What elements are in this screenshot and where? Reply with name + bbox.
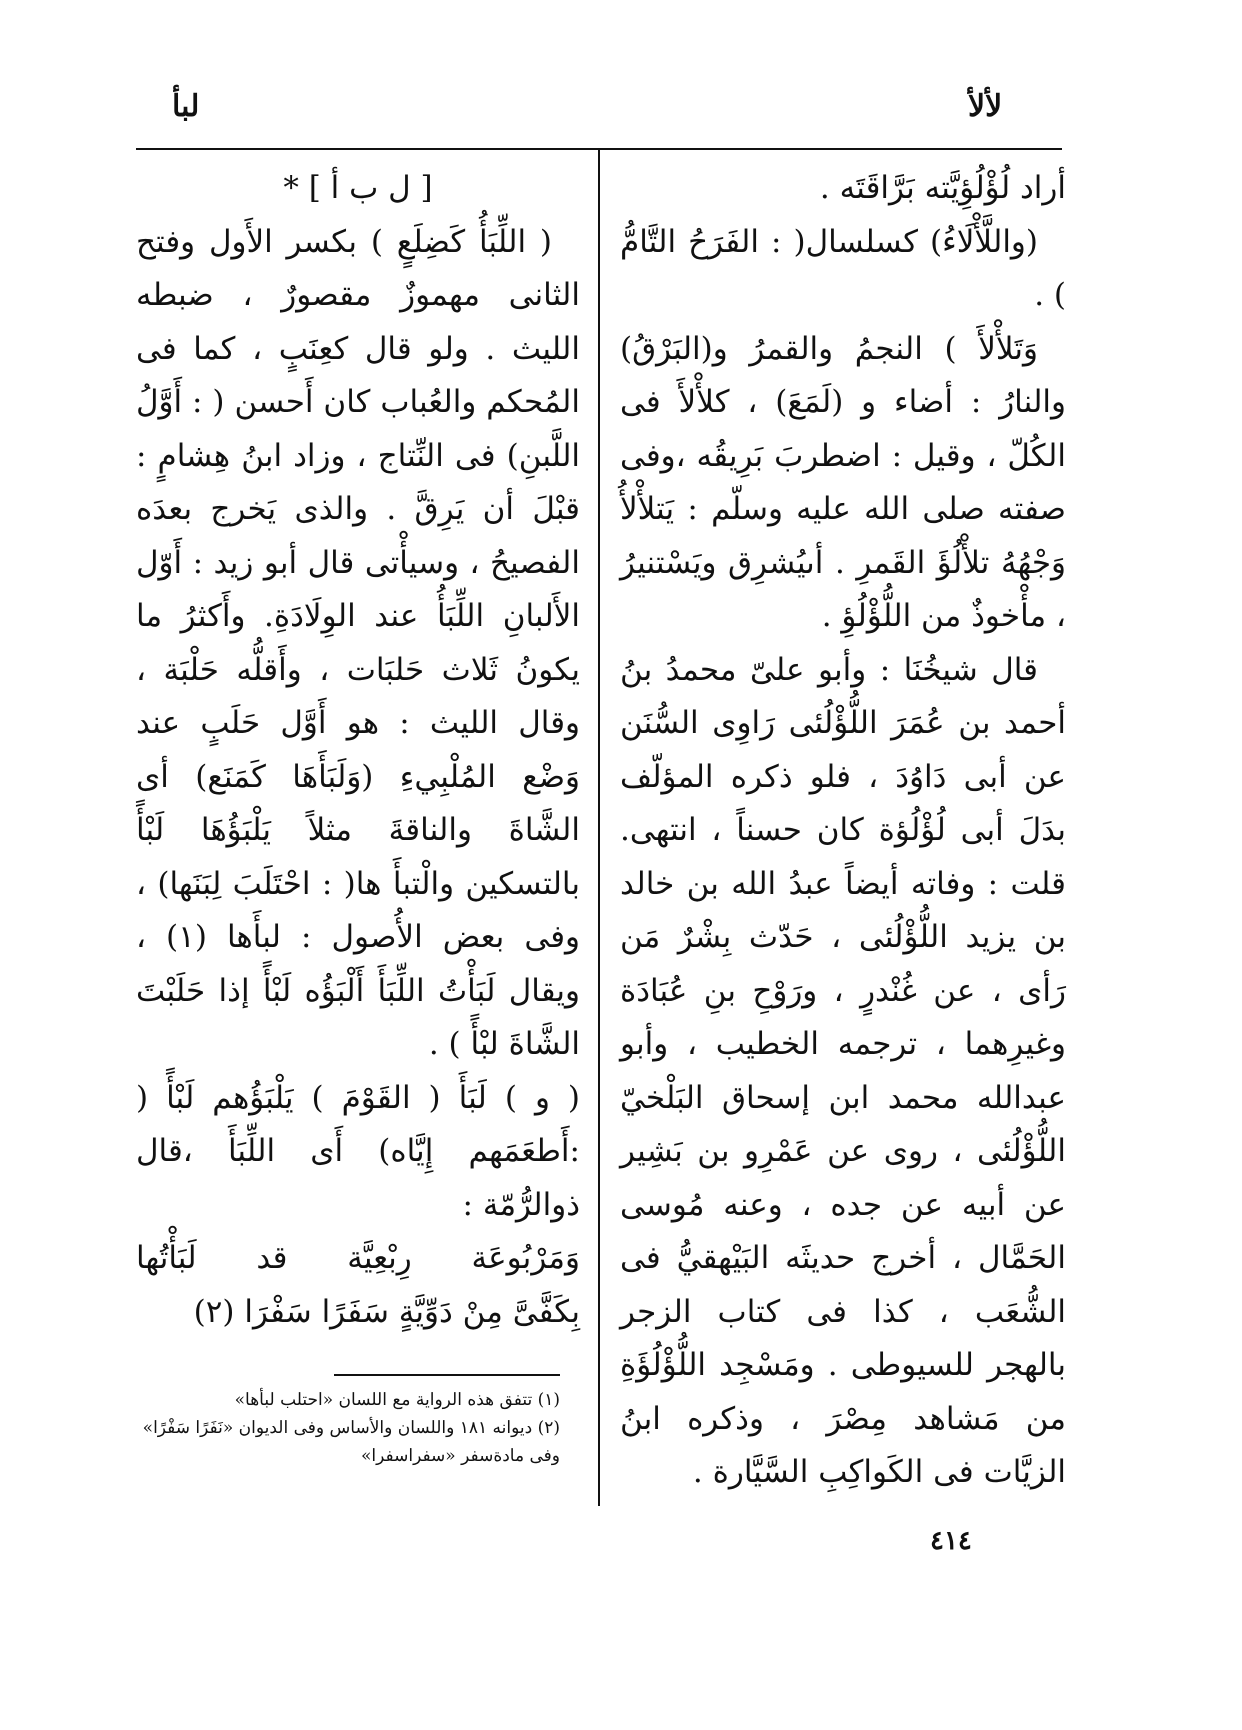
footnotes: [136, 1386, 560, 1470]
entry-header: [ ل ب أ ] *: [283, 170, 433, 206]
verse-line-1: وَمَرْبُوعَة رِبْعِيَّة قد لَبَأْتُها: [136, 1240, 580, 1276]
left-paragraph-2: ( و ) لَبَأَ ( القَوْمَ ) يَلْبَؤُهم لَبْأً ( :أَطعَمَهم إِيَّاه) أَى اللِّبَأَ ،قال ذوالرُّمّة :: [136, 1079, 580, 1223]
footnote-rule: [334, 1374, 560, 1376]
right-column: [620, 162, 1066, 1500]
page-number: ٤١٤: [930, 1526, 972, 1556]
verse-line-2: بِكَفَّىَّ مِنْ دَوِّيَّةٍ سَفَرًا سَفْرَا (٢): [193, 1293, 580, 1330]
header-word-right: لألأ: [968, 89, 1003, 124]
left-column: [136, 162, 580, 1339]
right-paragraph-1: أراد لُؤْلُؤِيَّته بَرَّاقَتَه .: [819, 170, 1066, 206]
right-paragraph-3: وَتَلأْلأَ ) النجمُ والقمرُ و(البَرْقُ) والنارُ : أضاء و (لَمَعَ) ، كلأْلأَ فى الكُلّ ، وقيل : اضطربَ بَرِيقُه ،وفى صفته صلى الله عليه وسلّم : يَتلأْلأُ وَجْهُهُ تلأْلُؤَ القَمرِ . أىيُشرِق ويَسْتنيرُ ، مأْخوذٌ من اللُّؤْلُؤِ .: [620, 330, 1066, 634]
header-word-left: لبأ: [172, 89, 200, 124]
left-paragraph-1: ( اللِّبَأُ كَضِلَعٍ ) بكسر الأَول وفتح الثانى مهموزٌ مقصورٌ ، ضبطه الليث . ولو قال كعِنَبٍ ، كما فى المُحكم والعُباب كان أَحسن ( : أَوَّلُ اللَّبنِ) فى النِّتاج ، وزاد ابنُ هِشامٍ : قبْلَ أن يَرِقَّ . والذى يَخرج بعدَه الفصيحُ ، وسيأْتى قال أبو زيد : أَوّل الأَلبانِ اللِّبَأُ عند الوِلَادَةِ. وأَكثرُ ما يكونُ ثَلاث حَلبَات ، وأَقلُّه حَلْبَة ، وقال الليث : هو أَوَّل حَلَبٍ عند وَضْع المُلْبِيءِ (وَلَبَأَهَا كَمَنَع) أى الشَّاةَ والناقةَ مثلاً يَلْبَؤُهَا لَبْأً بالتسكين والْتبأَ ها( : احْتَلَبَ لِبَنَها) ، وفى بعض الأُصول : لبأَها (١) ، ويقال لَبَأْتُ اللِّبَأَ أَلْبَؤُه لَبْأً إذا حَلَبْتَ الشَّاةَ لبْأً ) .: [136, 223, 580, 1062]
right-paragraph-2: (واللَّأْلَاءُ) كسلسال( : الفَرَحُ التَّامُّ ) .: [620, 223, 1066, 313]
right-paragraph-4: قال شيخُنَا : وأبو علىّ محمدُ بنُ أحمد بن عُمَرَ اللُّؤْلُئى رَاوِى السُّنَن عن أبى دَاوُدَ ، فلو ذكره المؤلّف بدَلَ أبى لُؤْلُؤة كان حسناً ، انتهى. قلت : وفاته أيضاً عبدُ الله بن خالد بن يزيد اللُّؤْلُئى ، حَدّث بِشْرٌ مَن رَأى ، عن غُنْدرٍ ، ورَوْحِ بنِ عُبَادَة وغيرِهما ، ترجمه الخطيب ، وأبو عبدالله محمد ابن إسحاق البَلْخيّ اللُّؤْلُئى ، روى عن عَمْرِو بن بَشِير عن أبيه عن جده ، وعنه مُوسى الحَمَّال ، أخرج حديثَه البَيْهقيُّ فى الشُّعَب ، كذا فى كتاب الزجر بالهجر للسيوطى . ومَسْجِد اللُّؤْلُؤَةِ من مَشاهد مِصْرَ ، وذكره ابنُ الزيَّات فى الكَواكِبِ السَّيَّارة .: [620, 651, 1066, 1490]
footnote-1: (١) تتفق هذه الرواية مع اللسان «احتلب لبأها»: [234, 1390, 560, 1410]
column-divider: [598, 150, 600, 1506]
footnote-2: (٢) ديوانه ١٨١ واللسان والأساس وفى الديوان «نَفَرًا سَفْرًا» وفى مادةسفر «سفراسفرا»: [142, 1418, 560, 1466]
